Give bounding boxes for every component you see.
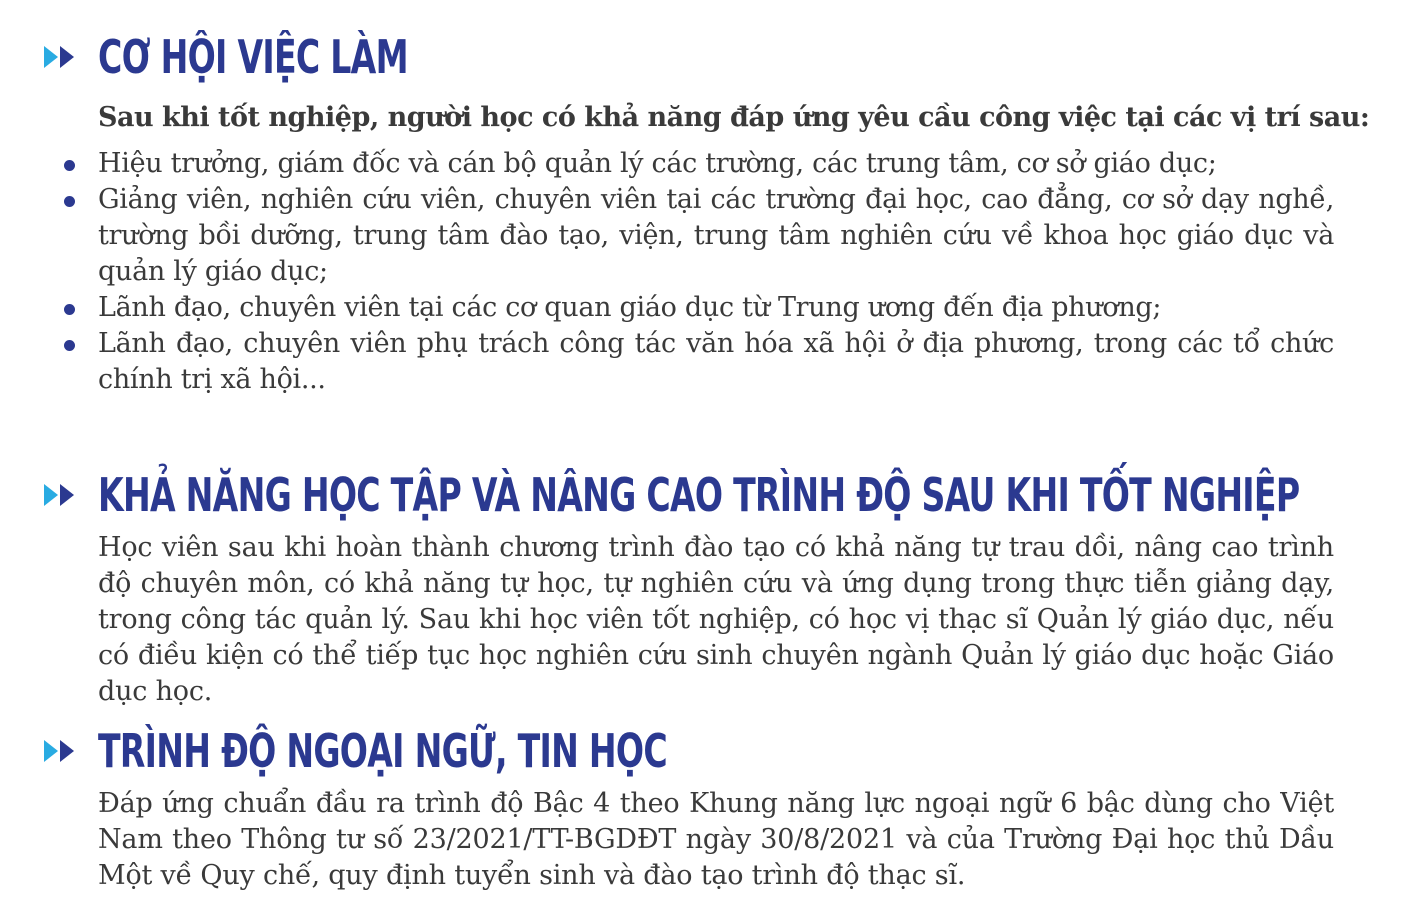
section-title: CƠ HỘI VIỆC LÀM xyxy=(98,30,408,84)
double-chevron-right-icon xyxy=(44,44,78,70)
double-chevron-right-icon xyxy=(44,738,78,764)
section-title: TRÌNH ĐỘ NGOẠI NGỮ, TIN HỌC xyxy=(98,724,667,778)
list-item xyxy=(0,182,1334,290)
bullet-list xyxy=(0,146,1334,398)
section-title: KHẢ NĂNG HỌC TẬP VÀ NÂNG CAO TRÌNH ĐỘ SAU KHI TỐT NGHIỆP xyxy=(98,468,1300,522)
double-chevron-right-icon xyxy=(44,482,78,508)
bullet-icon xyxy=(64,196,75,207)
bullet-icon xyxy=(64,304,75,315)
bullet-icon xyxy=(64,340,75,351)
list-item xyxy=(0,146,1334,182)
bullet-icon xyxy=(64,160,75,171)
list-item-text: Hiệu trưởng, giám đốc và cán bộ quản lý các trường, các trung tâm, cơ sở giáo dục; xyxy=(98,148,1217,179)
section-intro: Sau khi tốt nghiệp, người học có khả năng đáp ứng yêu cầu công việc tại các vị trí sau: xyxy=(98,102,1370,133)
list-item xyxy=(0,326,1334,398)
list-item-text: Giảng viên, nghiên cứu viên, chuyên viên tại các trường đại học, cao đẳng, cơ sở dạy nghề, trường bồi dưỡng, trung tâm đào tạo, viện, trung tâm nghiên cứu về khoa học giáo dục và quản lý giáo dục; xyxy=(98,184,1334,287)
list-item xyxy=(0,290,1334,326)
section-heading-row xyxy=(44,468,1417,522)
list-item-text: Lãnh đạo, chuyên viên tại các cơ quan giáo dục từ Trung ương đến địa phương; xyxy=(98,292,1162,323)
list-item-text: Lãnh đạo, chuyên viên phụ trách công tác văn hóa xã hội ở địa phương, trong các tổ chức chính trị xã hội... xyxy=(98,328,1334,395)
section-heading-row xyxy=(44,724,888,778)
section-body: Học viên sau khi hoàn thành chương trình đào tạo có khả năng tự trau dồi, nâng cao trình độ chuyên môn, có khả năng tự học, tự nghiên cứu và ứng dụng trong thực tiễn giảng dạy, trong công tác quản lý. Sau khi học viên tốt nghiệp, có học vị thạc sĩ Quản lý giáo dục, nếu có điều kiện có thể tiếp tục học nghiên cứu sinh chuyên ngành Quản lý giáo dục hoặc Giáo dục học. xyxy=(98,532,1334,707)
section-body: Đáp ứng chuẩn đầu ra trình độ Bậc 4 theo Khung năng lực ngoại ngữ 6 bậc dùng cho Việt Nam theo Thông tư số 23/2021/TT-BGDĐT ngày 30/8/2021 và của Trường Đại học thủ Dầu Một về Quy chế, quy định tuyển sinh và đào tạo trình độ thạc sĩ. xyxy=(98,788,1334,891)
section-heading-row xyxy=(44,30,528,84)
